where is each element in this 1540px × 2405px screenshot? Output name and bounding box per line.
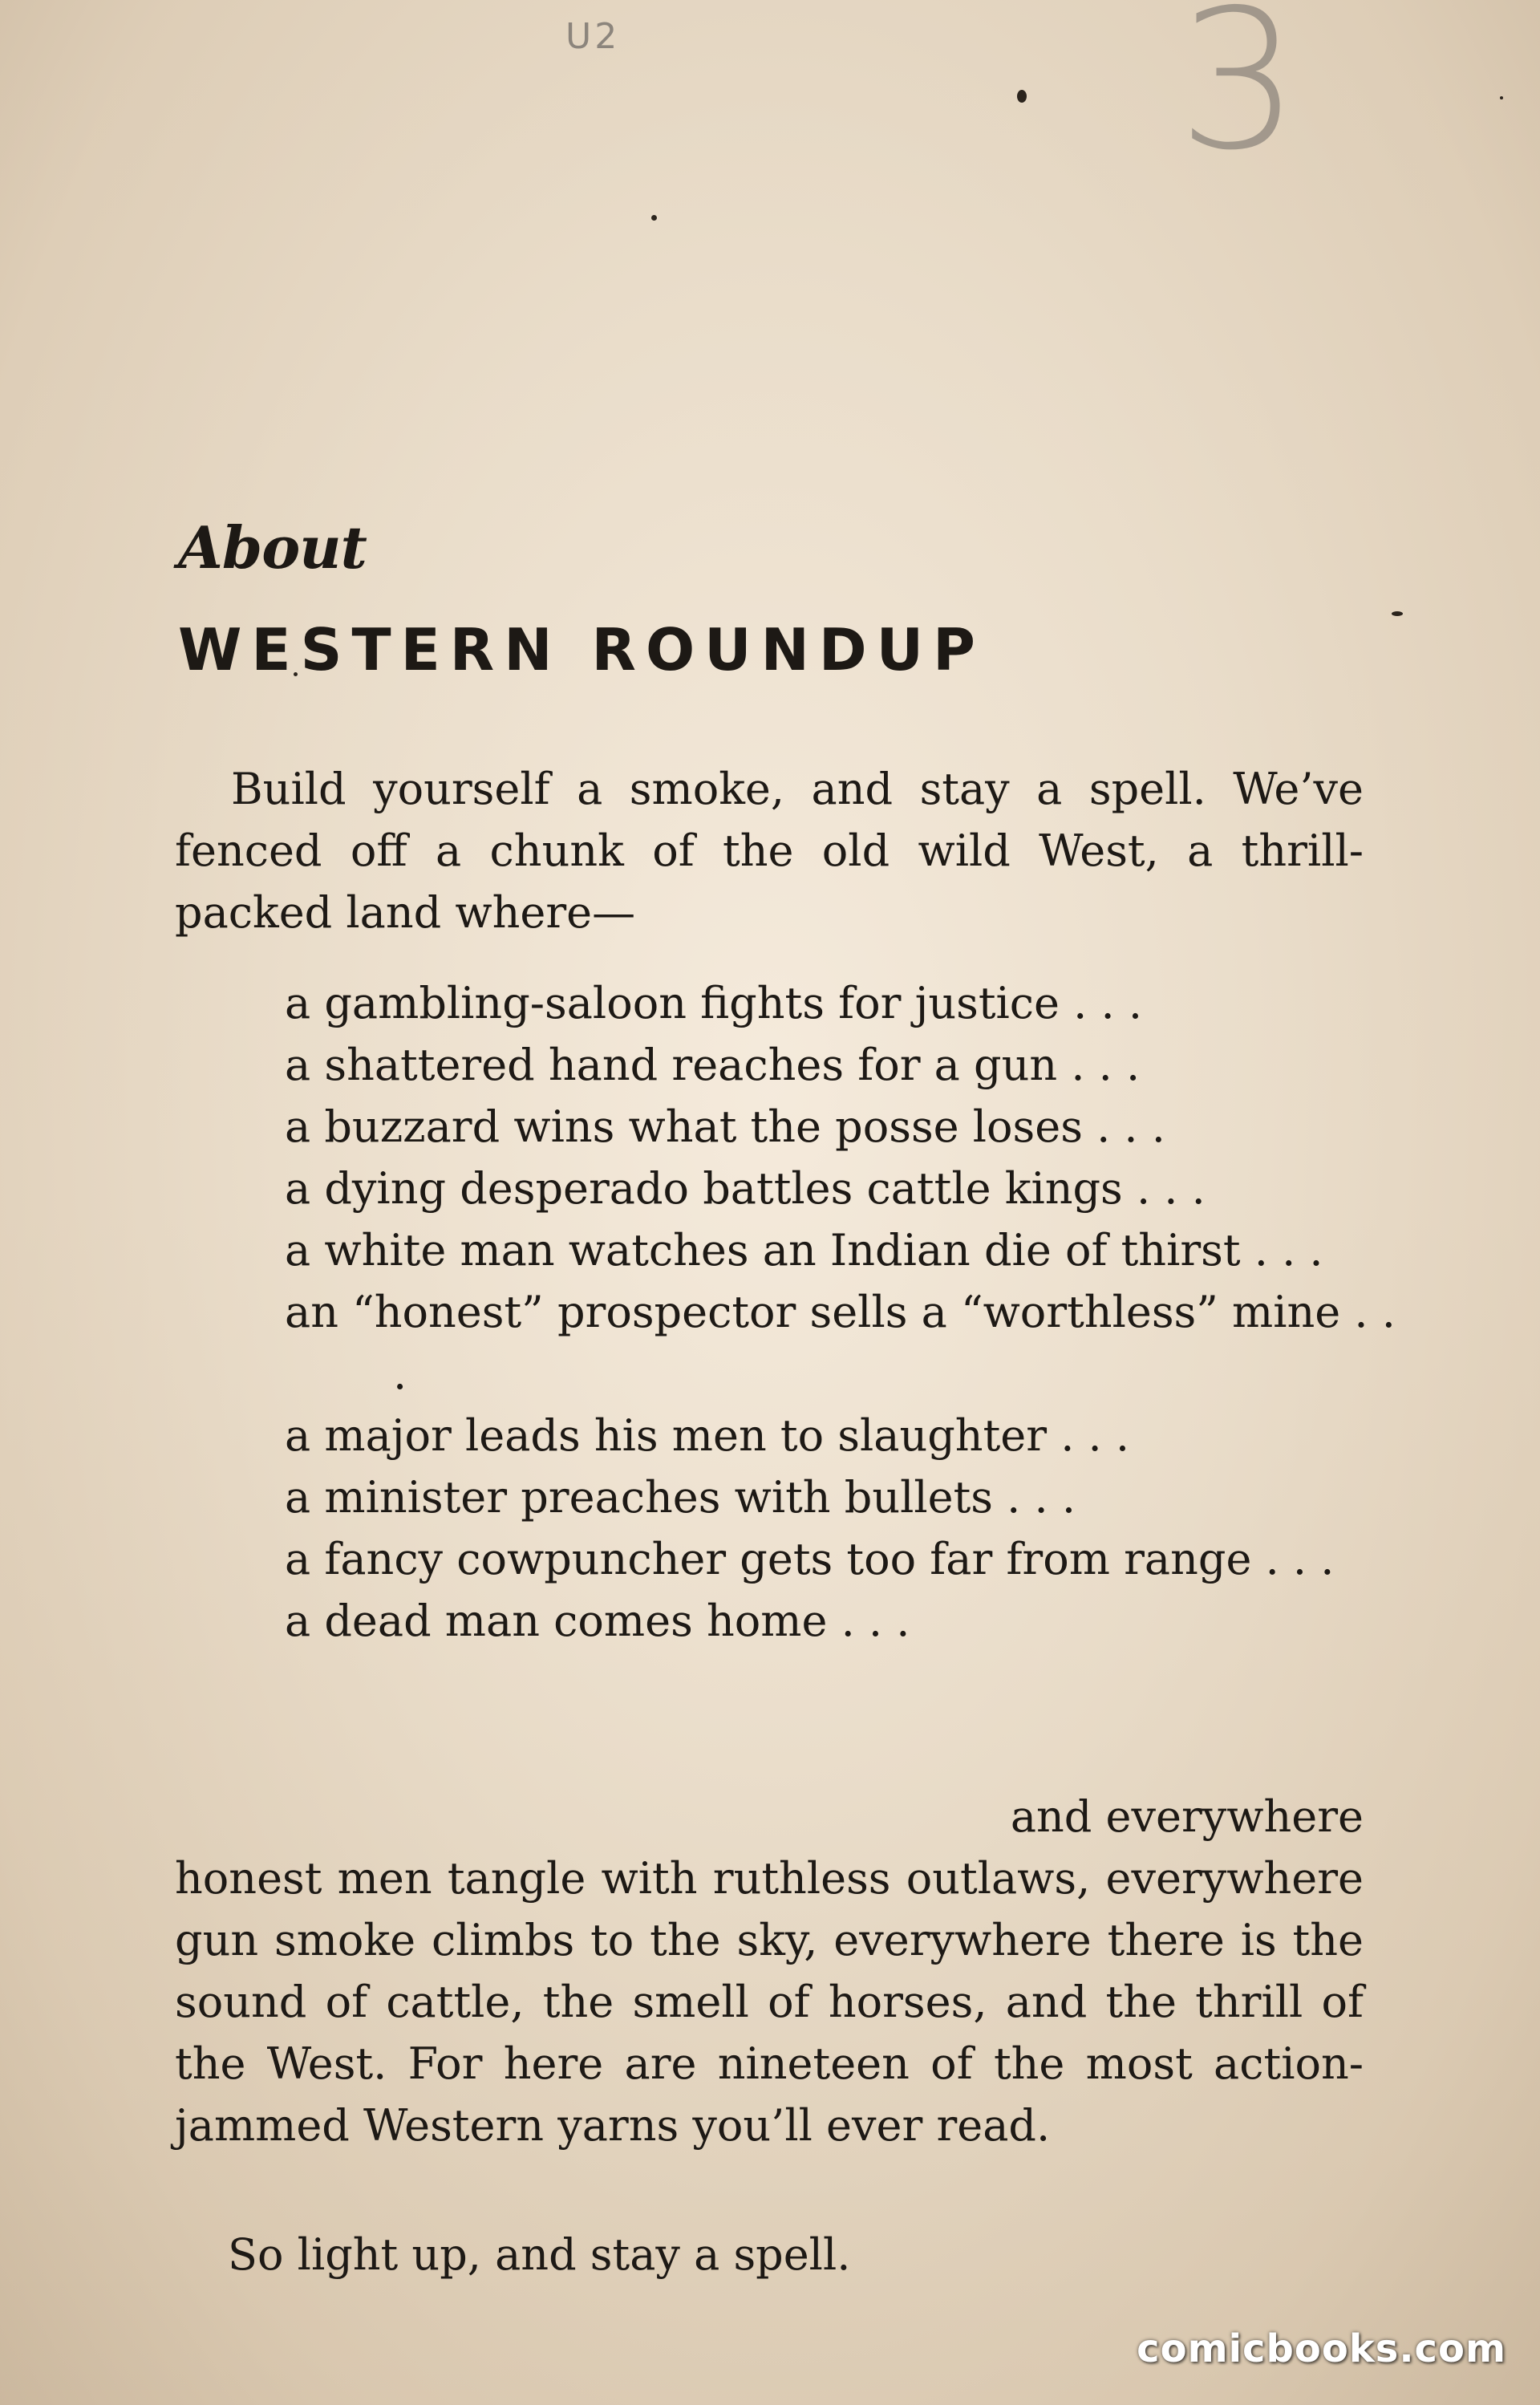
signoff-line: So light up, and stay a spell. xyxy=(228,2229,851,2280)
list-item: a white man watches an Indian die of thirst . . . xyxy=(285,1225,1323,1276)
intro-paragraph: Build yourself a smoke, and stay a spell. We’ve fenced off a chunk of the old wild West, a thrill-packed land where— xyxy=(175,764,1364,938)
list-item: a gambling-saloon fights for justice . . . xyxy=(285,978,1142,1028)
closing-lead-text: and everywhere xyxy=(1010,1791,1364,1842)
list-item: a dead man comes home . . . xyxy=(285,1596,910,1646)
list-item: a dying desperado battles cattle kings . . . xyxy=(285,1163,1206,1214)
list-item: a major leads his men to slaughter . . . xyxy=(285,1410,1130,1461)
list-item: a fancy cowpuncher gets too far from range . . . xyxy=(285,1534,1335,1584)
ink-speck xyxy=(651,215,657,221)
story-teaser-list xyxy=(285,972,1408,1652)
ink-speck xyxy=(1017,90,1027,103)
pencil-annotation-top-right: 3 xyxy=(1177,0,1300,193)
ink-speck xyxy=(1500,96,1503,99)
list-item: a minister preaches with bullets . . . xyxy=(285,1472,1076,1523)
ink-speck xyxy=(1392,611,1403,616)
closing-paragraph: honest men tangle with ruthless outlaws, everywhere gun smoke climbs to the sky, everywhere there is the sound of cattle, the smell of horses, and the thrill of the West. For here are nineteen of the most action-jammed Western yarns you’ll ever read. xyxy=(175,1853,1364,2151)
pencil-annotation-top-left: U2 xyxy=(565,16,621,57)
site-watermark: comicbooks.com xyxy=(1137,2326,1506,2371)
page-title: WESTERN ROUNDUP xyxy=(178,616,985,683)
about-label: About xyxy=(178,513,367,582)
list-item: a shattered hand reaches for a gun . . . xyxy=(285,1040,1141,1090)
list-item: an “honest” prospector sells a “worthless” mine . . . xyxy=(285,1287,1396,1399)
list-item: a buzzard wins what the posse loses . . . xyxy=(285,1101,1165,1152)
